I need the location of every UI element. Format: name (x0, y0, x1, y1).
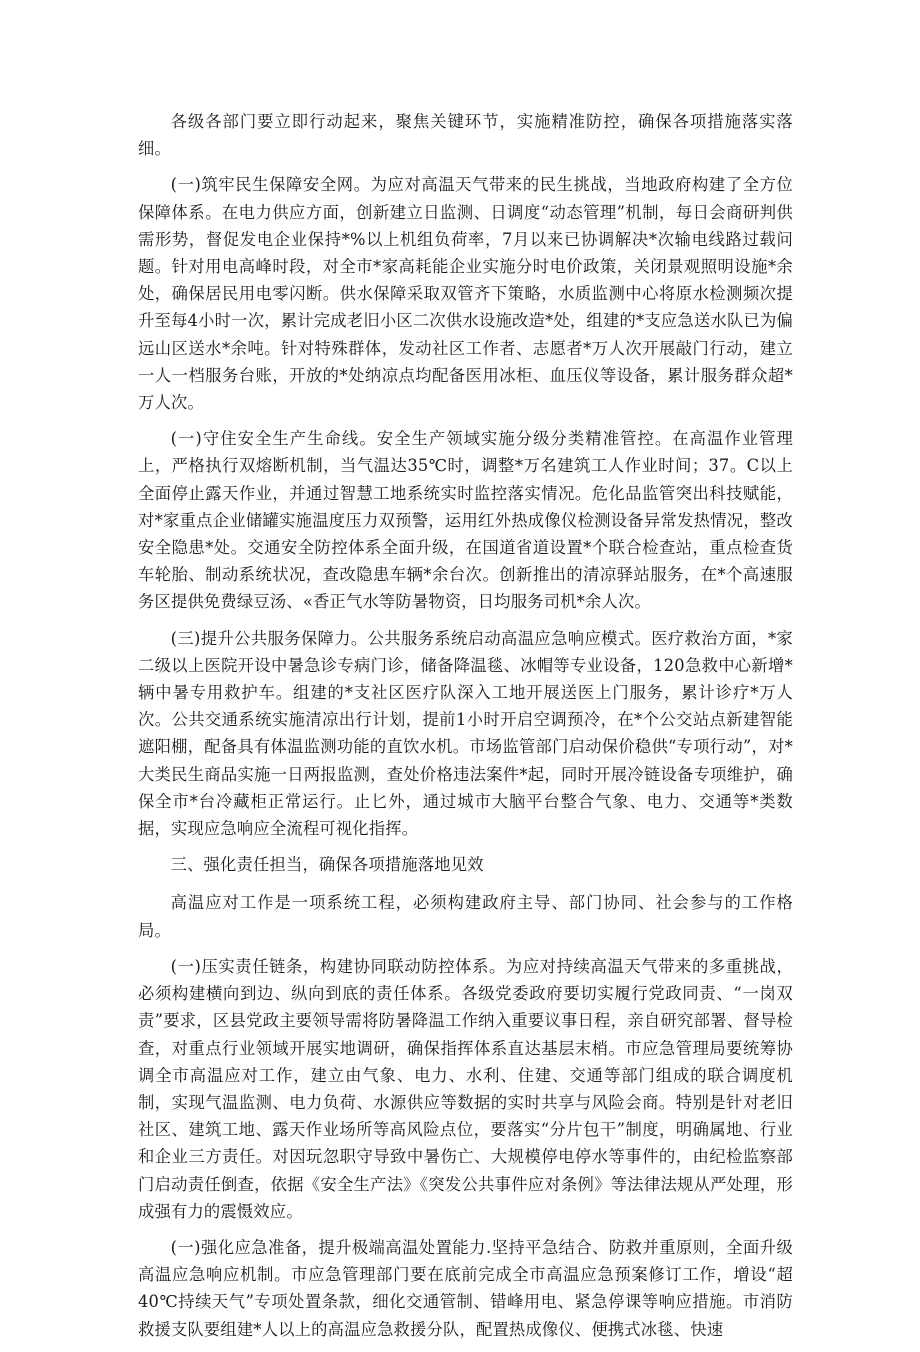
paragraph-livelihood-safety-net: (一)筑牢民生保障安全网。为应对高温天气带来的民生挑战，当地政府构建了全方位保障体系。在电力供应方面，创新建立日监测、日调度“动态管理”机制，每日会商研判供需形势，督促发电企业保持*%以上机组负荷率，7月以来已协调解决*次输电线路过载问题。针对用电高峰时段，对全市*家高耗能企业实施分时电价政策，关闭景观照明设施*余处，确保居民用电零闪断。供水保障采取双管齐下策略，水质监测中心将原水检测频次提升至每4小时一次，累计完成老旧小区二次供水设施改造*处，组建的*支应急送水队已为偏远山区送水*余吨。针对特殊群体，发动社区工作者、志愿者*万人次开展敲门行动，建立一人一档服务台账，开放的*处纳凉点均配备医用冰柜、血压仪等设备，累计服务群众超*万人次。 (138, 175, 793, 413)
paragraph-production-safety: (一)守住安全生产生命线。安全生产领域实施分级分类精准管控。在高温作业管理上，严格执行双熔断机制，当气温达35℃时，调整*万名建筑工人作业时间；37。C以上全面停止露天作业，并通过智慧工地系统实时监控落实情况。危化品监管突出科技赋能，对*家重点企业储罐实施温度压力双预警，运用红外热成像仪检测设备异常发热情况，整改安全隐患*处。交通安全防控体系全面升级，在国道省道设置*个联合检查站，重点检查货车轮胎、制动系统状况，查改隐患车辆*余台次。创新推出的清凉驿站服务，在*个高速服务区提供免费绿豆汤、«香正气水等防暑物资，日均服务司机*余人次。 (138, 429, 793, 612)
paragraph-system-engineering: 高温应对工作是一项系统工程，必须构建政府主导、部门协同、社会参与的工作格局。 (138, 893, 793, 940)
document-page (138, 108, 793, 1352)
paragraph-responsibility-chain: (一)压实责任链条，构建协同联动防控体系。为应对持续高温天气带来的多重挑战，必须构建横向到边、纵向到底的责任体系。各级党委政府要切实履行党政同责、“一岗双责”要求，区县党政主要领导需将防暑降温工作纳入重要议事日程，亲自研究部署、督导检查，对重点行业领域开展实地调研，确保指挥体系直达基层末梢。市应急管理局要统筹协调全市高温应对工作，建立由气象、电力、水利、住建、交通等部门组成的联合调度机制，实现气温监测、电力负荷、水源供应等数据的实时共享与风险会商。特别是针对老旧社区、建筑工地、露天作业场所等高风险点位，要落实“分片包干”制度，明确属地、行业和企业三方责任。对因玩忽职守导致中暑伤亡、大规模停电停水等事件的，由纪检监察部门启动责任倒查，依据《安全生产法》《突发公共事件应对条例》等法律法规从严处理，形成强有力的震慑效应。 (138, 956, 793, 1221)
paragraph-intro: 各级各部门要立即行动起来，聚焦关键环节，实施精准防控，确保各项措施落实落细。 (138, 112, 793, 159)
paragraph-emergency-preparation: (一)强化应急准备，提升极端高温处置能力.坚持平急结合、防救并重原则，全面升级高温应急响应机制。市应急管理部门要在底前完成全市高温应急预案修订工作，增设“超40℃持续天气”专项处置条款，细化交通管制、错峰用电、紧急停课等响应措施。市消防救援支队要组建*人以上的高温应急救援分队，配置热成像仪、便携式冰毯、快速 (138, 1237, 793, 1339)
paragraph-public-services: (三)提升公共服务保障力。公共服务系统启动高温应急响应模式。医疗救治方面，*家二级以上医院开设中暑急诊专病门诊，储备降温毯、冰帽等专业设备，120急救中心新增*辆中暑专用救护车。组建的*支社区医疗队深入工地开展送医上门服务，累计诊疗*万人次。公共交通系统实施清凉出行计划，提前1小时开启空调预冷，在*个公交站点新建智能遮阳棚，配备具有体温监测功能的直饮水机。市场监管部门启动保价稳供“专项行动”，对*大类民生商品实施一日两报监测，查处价格违法案件*起，同时开展冷链设备专项维护，确保全市*台冷藏柜正常运行。止匕外，通过城市大脑平台整合气象、电力、交通等*类数据，实现应急响应全流程可视化指挥。 (138, 628, 793, 839)
section-heading-responsibility: 三、强化责任担当，确保各项措施落地见效 (170, 855, 484, 875)
